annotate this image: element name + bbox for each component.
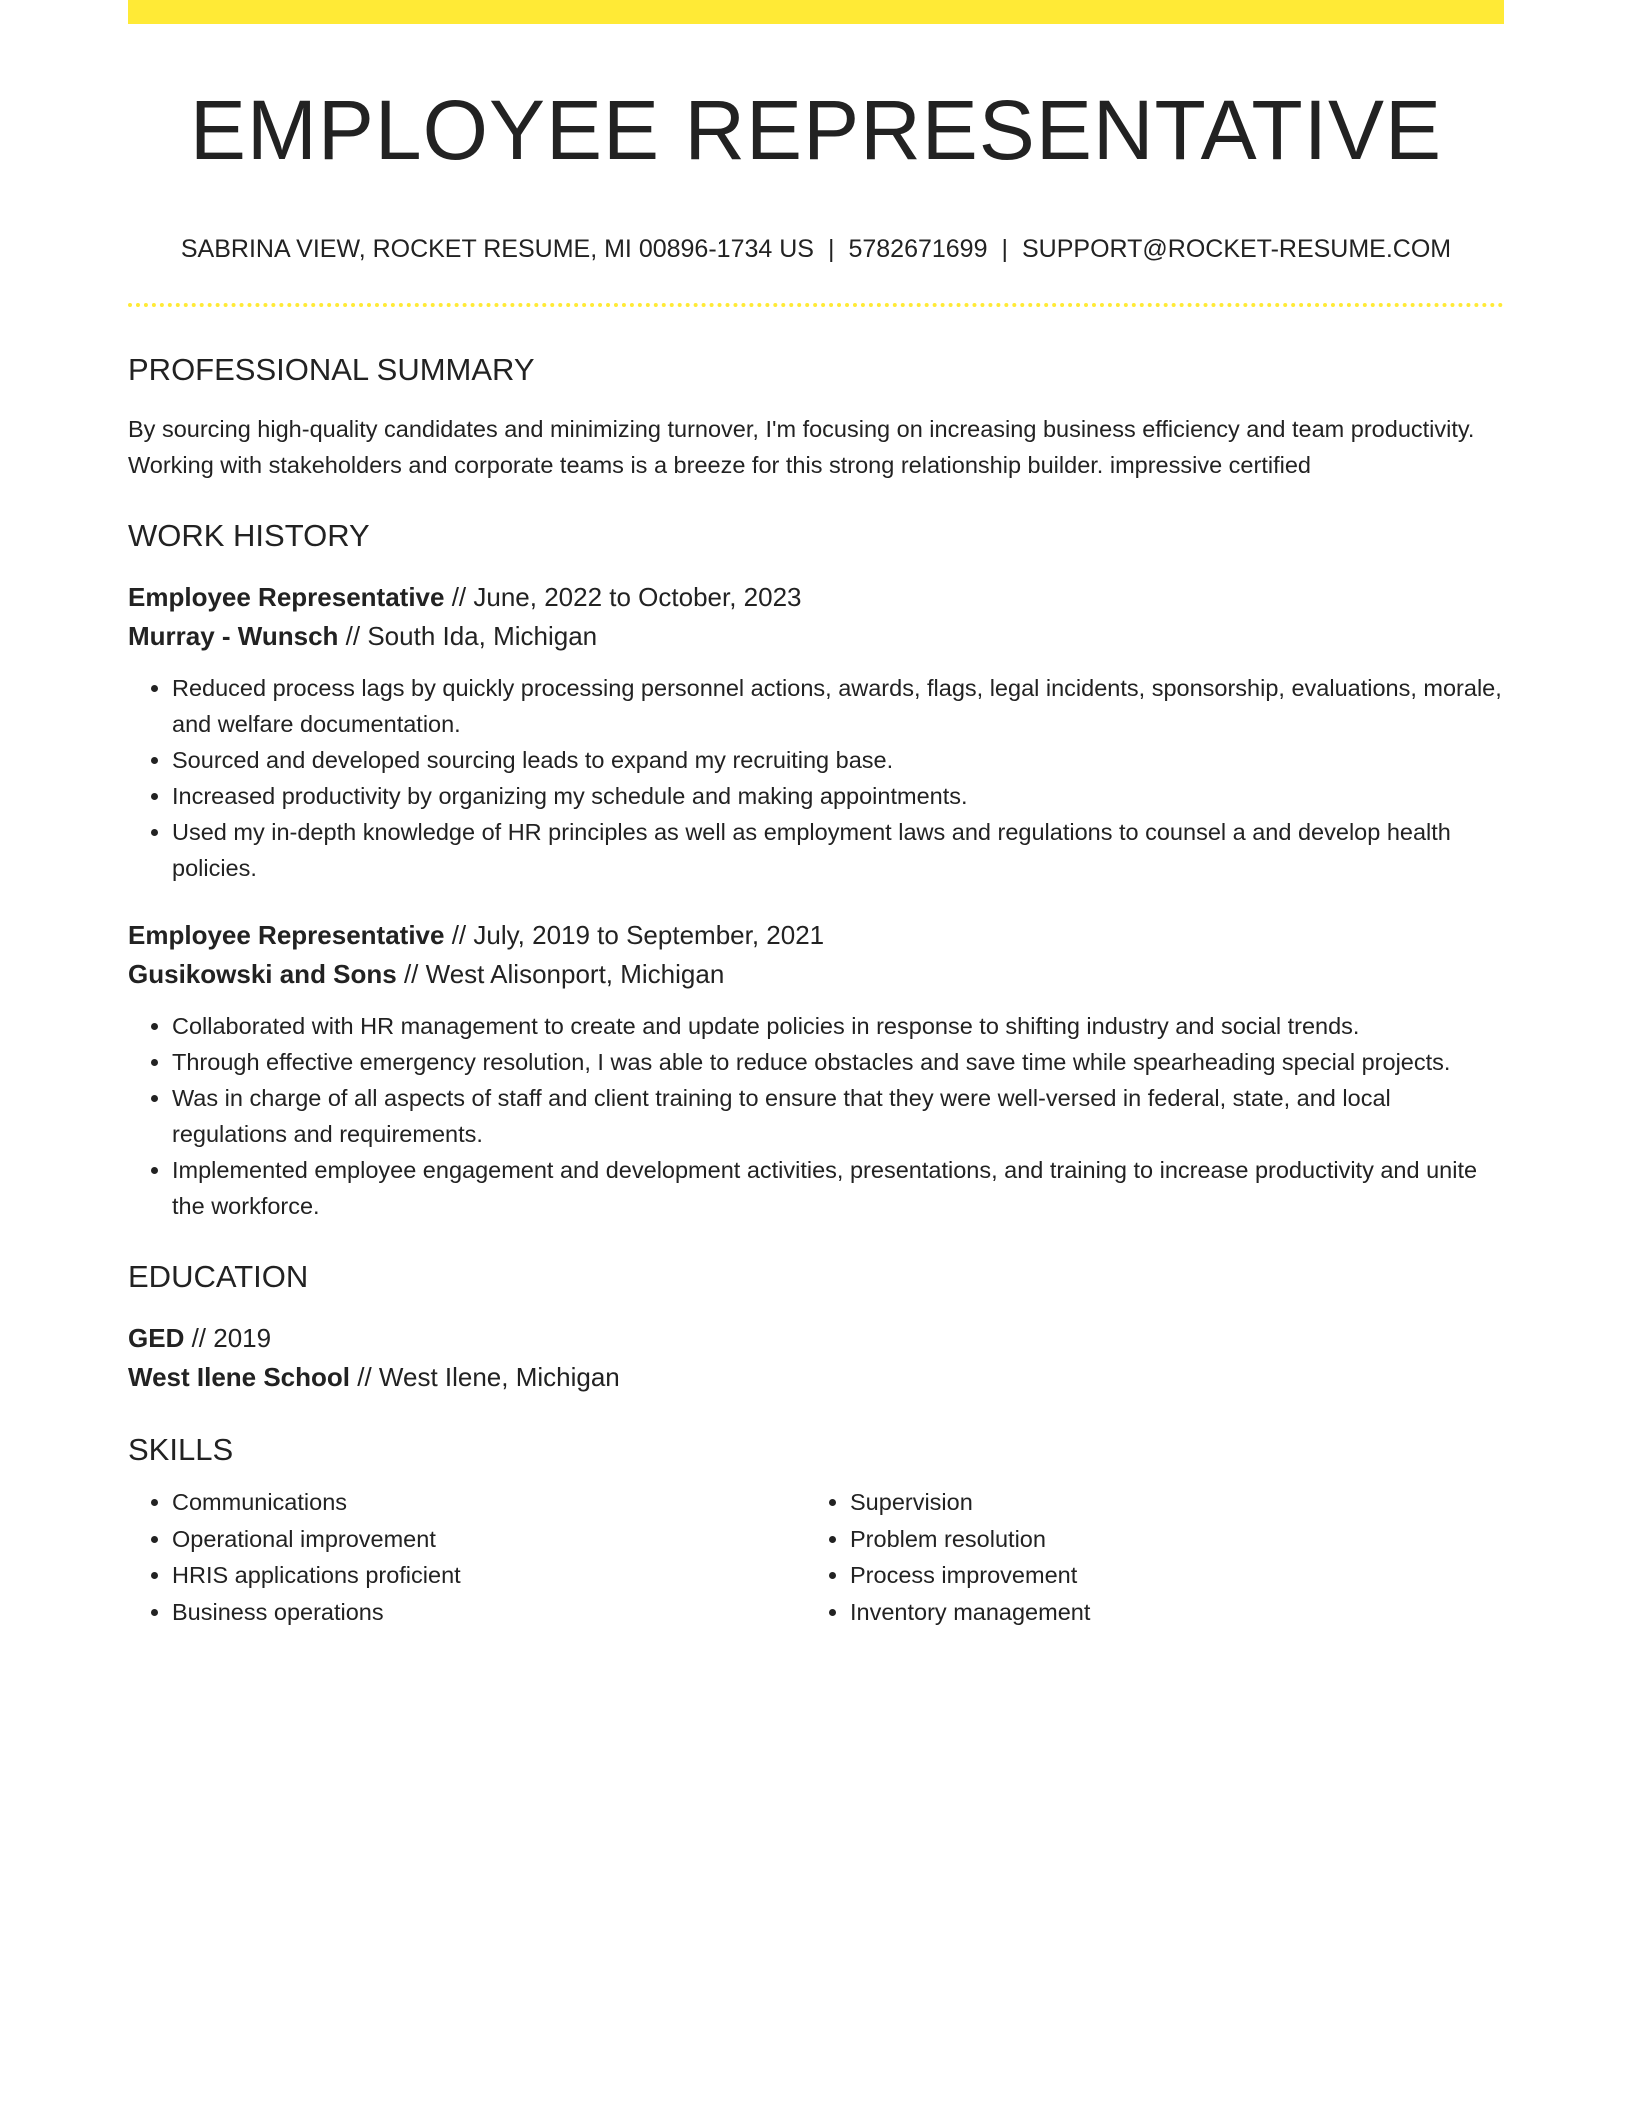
dotted-divider bbox=[128, 303, 1504, 307]
list-item: • Collaborated with HR management to create and update policies in response to shifting industry and social trends. bbox=[172, 1008, 1504, 1044]
contact-email: SUPPORT@ROCKET-RESUME.COM bbox=[1022, 235, 1452, 264]
list-item: • Through effective emergency resolution, I was able to reduce obstacles and save time while spearheading special projects. bbox=[172, 1044, 1504, 1080]
list-item: • Used my in-depth knowledge of HR principles as well as employment laws and regulations to counsel a and develop health policies. bbox=[172, 814, 1504, 886]
list-item: • Was in charge of all aspects of staff and client training to ensure that they were well-versed in federal, state, and local regulations and requirements. bbox=[172, 1080, 1504, 1152]
skills-column-right bbox=[806, 1484, 1484, 1630]
education-entry bbox=[128, 1319, 1504, 1397]
skill-item: • Inventory management bbox=[850, 1594, 1484, 1631]
skill-item: • Process improvement bbox=[850, 1557, 1484, 1594]
education-heading: EDUCATION bbox=[128, 1258, 309, 1294]
contact-separator: | bbox=[1001, 235, 1008, 264]
job-company-line bbox=[128, 617, 1504, 656]
job-title: Employee Representative bbox=[128, 581, 445, 612]
page-title: EMPLOYEE REPRESENTATIVE bbox=[189, 83, 1443, 177]
summary-heading: PROFESSIONAL SUMMARY bbox=[128, 352, 535, 388]
skill-item: • Business operations bbox=[172, 1594, 806, 1631]
top-accent-bar bbox=[128, 0, 1504, 24]
job-dates: // July, 2019 to September, 2021 bbox=[444, 919, 825, 950]
education-location: // West Ilene, Michigan bbox=[350, 1361, 620, 1392]
list-item: • Implemented employee engagement and development activities, presentations, and training to increase productivity and unite the workforce. bbox=[172, 1152, 1504, 1224]
skills-grid bbox=[128, 1484, 1504, 1630]
job-location: // West Alisonport, Michigan bbox=[396, 958, 725, 989]
skill-item: • Communications bbox=[172, 1484, 806, 1521]
skills-column-left bbox=[128, 1484, 806, 1630]
job-entry-1-header bbox=[128, 578, 1504, 656]
list-item: • Reduced process lags by quickly processing personnel actions, awards, flags, legal incidents, sponsorship, evaluations, morale, and welfare documentation. bbox=[172, 670, 1504, 742]
education-degree-line bbox=[128, 1319, 1504, 1358]
skill-item: • Supervision bbox=[850, 1484, 1484, 1521]
skill-item: • Problem resolution bbox=[850, 1521, 1484, 1558]
job-dates: // June, 2022 to October, 2023 bbox=[444, 581, 802, 612]
job-entry-2-header bbox=[128, 916, 1504, 994]
skills-heading: SKILLS bbox=[128, 1431, 234, 1467]
job-company: Gusikowski and Sons bbox=[128, 958, 397, 989]
resume-page bbox=[128, 0, 1504, 1630]
job-company: Murray - Wunsch bbox=[128, 620, 339, 651]
work-history-heading: WORK HISTORY bbox=[128, 517, 370, 553]
job-entry-1-bullets bbox=[128, 670, 1504, 886]
skill-item: • HRIS applications proficient bbox=[172, 1557, 806, 1594]
list-item: • Increased productivity by organizing my schedule and making appointments. bbox=[172, 778, 1504, 814]
skill-item: • Operational improvement bbox=[172, 1521, 806, 1558]
education-school-line bbox=[128, 1358, 1504, 1397]
job-company-line bbox=[128, 955, 1504, 994]
contact-address: SABRINA VIEW, ROCKET RESUME, MI 00896-1734 US bbox=[180, 235, 814, 264]
job-title: Employee Representative bbox=[128, 919, 445, 950]
contact-line bbox=[128, 234, 1504, 264]
summary-text: By sourcing high-quality candidates and minimizing turnover, I'm focusing on increasing business efficiency and team productivity. Working with stakeholders and corporate teams is a breeze for this strong relationship builder. impressive certified bbox=[128, 415, 1475, 478]
job-entry-2-bullets bbox=[128, 1008, 1504, 1224]
job-location: // South Ida, Michigan bbox=[338, 620, 598, 651]
job-title-line bbox=[128, 916, 1504, 955]
contact-separator: | bbox=[827, 235, 835, 264]
job-title-line bbox=[128, 578, 1504, 617]
list-item: • Sourced and developed sourcing leads to expand my recruiting base. bbox=[172, 742, 1504, 778]
education-school: West Ilene School bbox=[128, 1361, 351, 1392]
education-year: // 2019 bbox=[184, 1322, 272, 1353]
education-degree: GED bbox=[128, 1322, 185, 1353]
contact-phone: 5782671699 bbox=[848, 235, 988, 264]
